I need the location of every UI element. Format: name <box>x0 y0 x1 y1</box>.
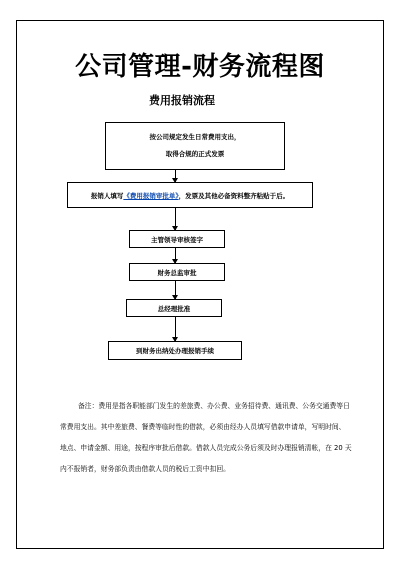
flow-arrow-3 <box>175 248 176 263</box>
page-title: 公司管理-财务流程图 <box>75 52 325 82</box>
flow-step-2-suffix: ，发票及其他必备资料整齐粘贴于后。 <box>178 191 290 200</box>
flow-arrow-4 <box>175 281 176 299</box>
flow-arrow-2 <box>175 208 176 230</box>
flow-step-general-manager <box>126 299 222 317</box>
flow-subtitle: 费用报销流程 <box>149 94 215 107</box>
flow-step-5-label: 总经理批准 <box>157 304 191 313</box>
flow-step-4-label: 财务总监审批 <box>157 268 197 277</box>
flow-step-cashier-reimbursement <box>108 341 242 360</box>
flow-step-fill-form <box>67 182 313 208</box>
flow-arrow-5 <box>175 317 176 341</box>
flow-step-finance-director <box>129 263 225 281</box>
flow-step-1-line-1: 按公司规定发生日常费用支出， <box>149 133 241 141</box>
flow-step-1-line-2: 取得合规的正式发票 <box>165 150 225 158</box>
flow-step-2-text <box>91 191 289 200</box>
flow-step-6-label: 到财务出纳处办理报销手续 <box>136 347 214 355</box>
note-paragraph: 备注：费用是指各职能部门发生的差旅费、办公费、业务招待费、通讯费、公务交通费等日常费用支出。其中差旅费、餐费等临时性的借款，必须由经办人员填写借款申请单，写明时间、地点、申请金额、用途，按程序审批后借款。借款人员完成公务后须及时办理报销清帐，在 20 天内不报销者，财务部负责由借款人员的税后工资中扣回。 <box>60 402 352 473</box>
flow-step-3-label: 主管领导审核签字 <box>151 235 203 244</box>
flow-step-expense-incurred <box>105 122 285 170</box>
flow-step-manager-review <box>129 230 225 248</box>
expense-approval-form-link[interactable]: 《费用报销审批单》 <box>123 191 179 200</box>
flow-step-2-prefix: 报销人填写 <box>90 191 124 200</box>
flow-arrow-1 <box>175 170 176 182</box>
